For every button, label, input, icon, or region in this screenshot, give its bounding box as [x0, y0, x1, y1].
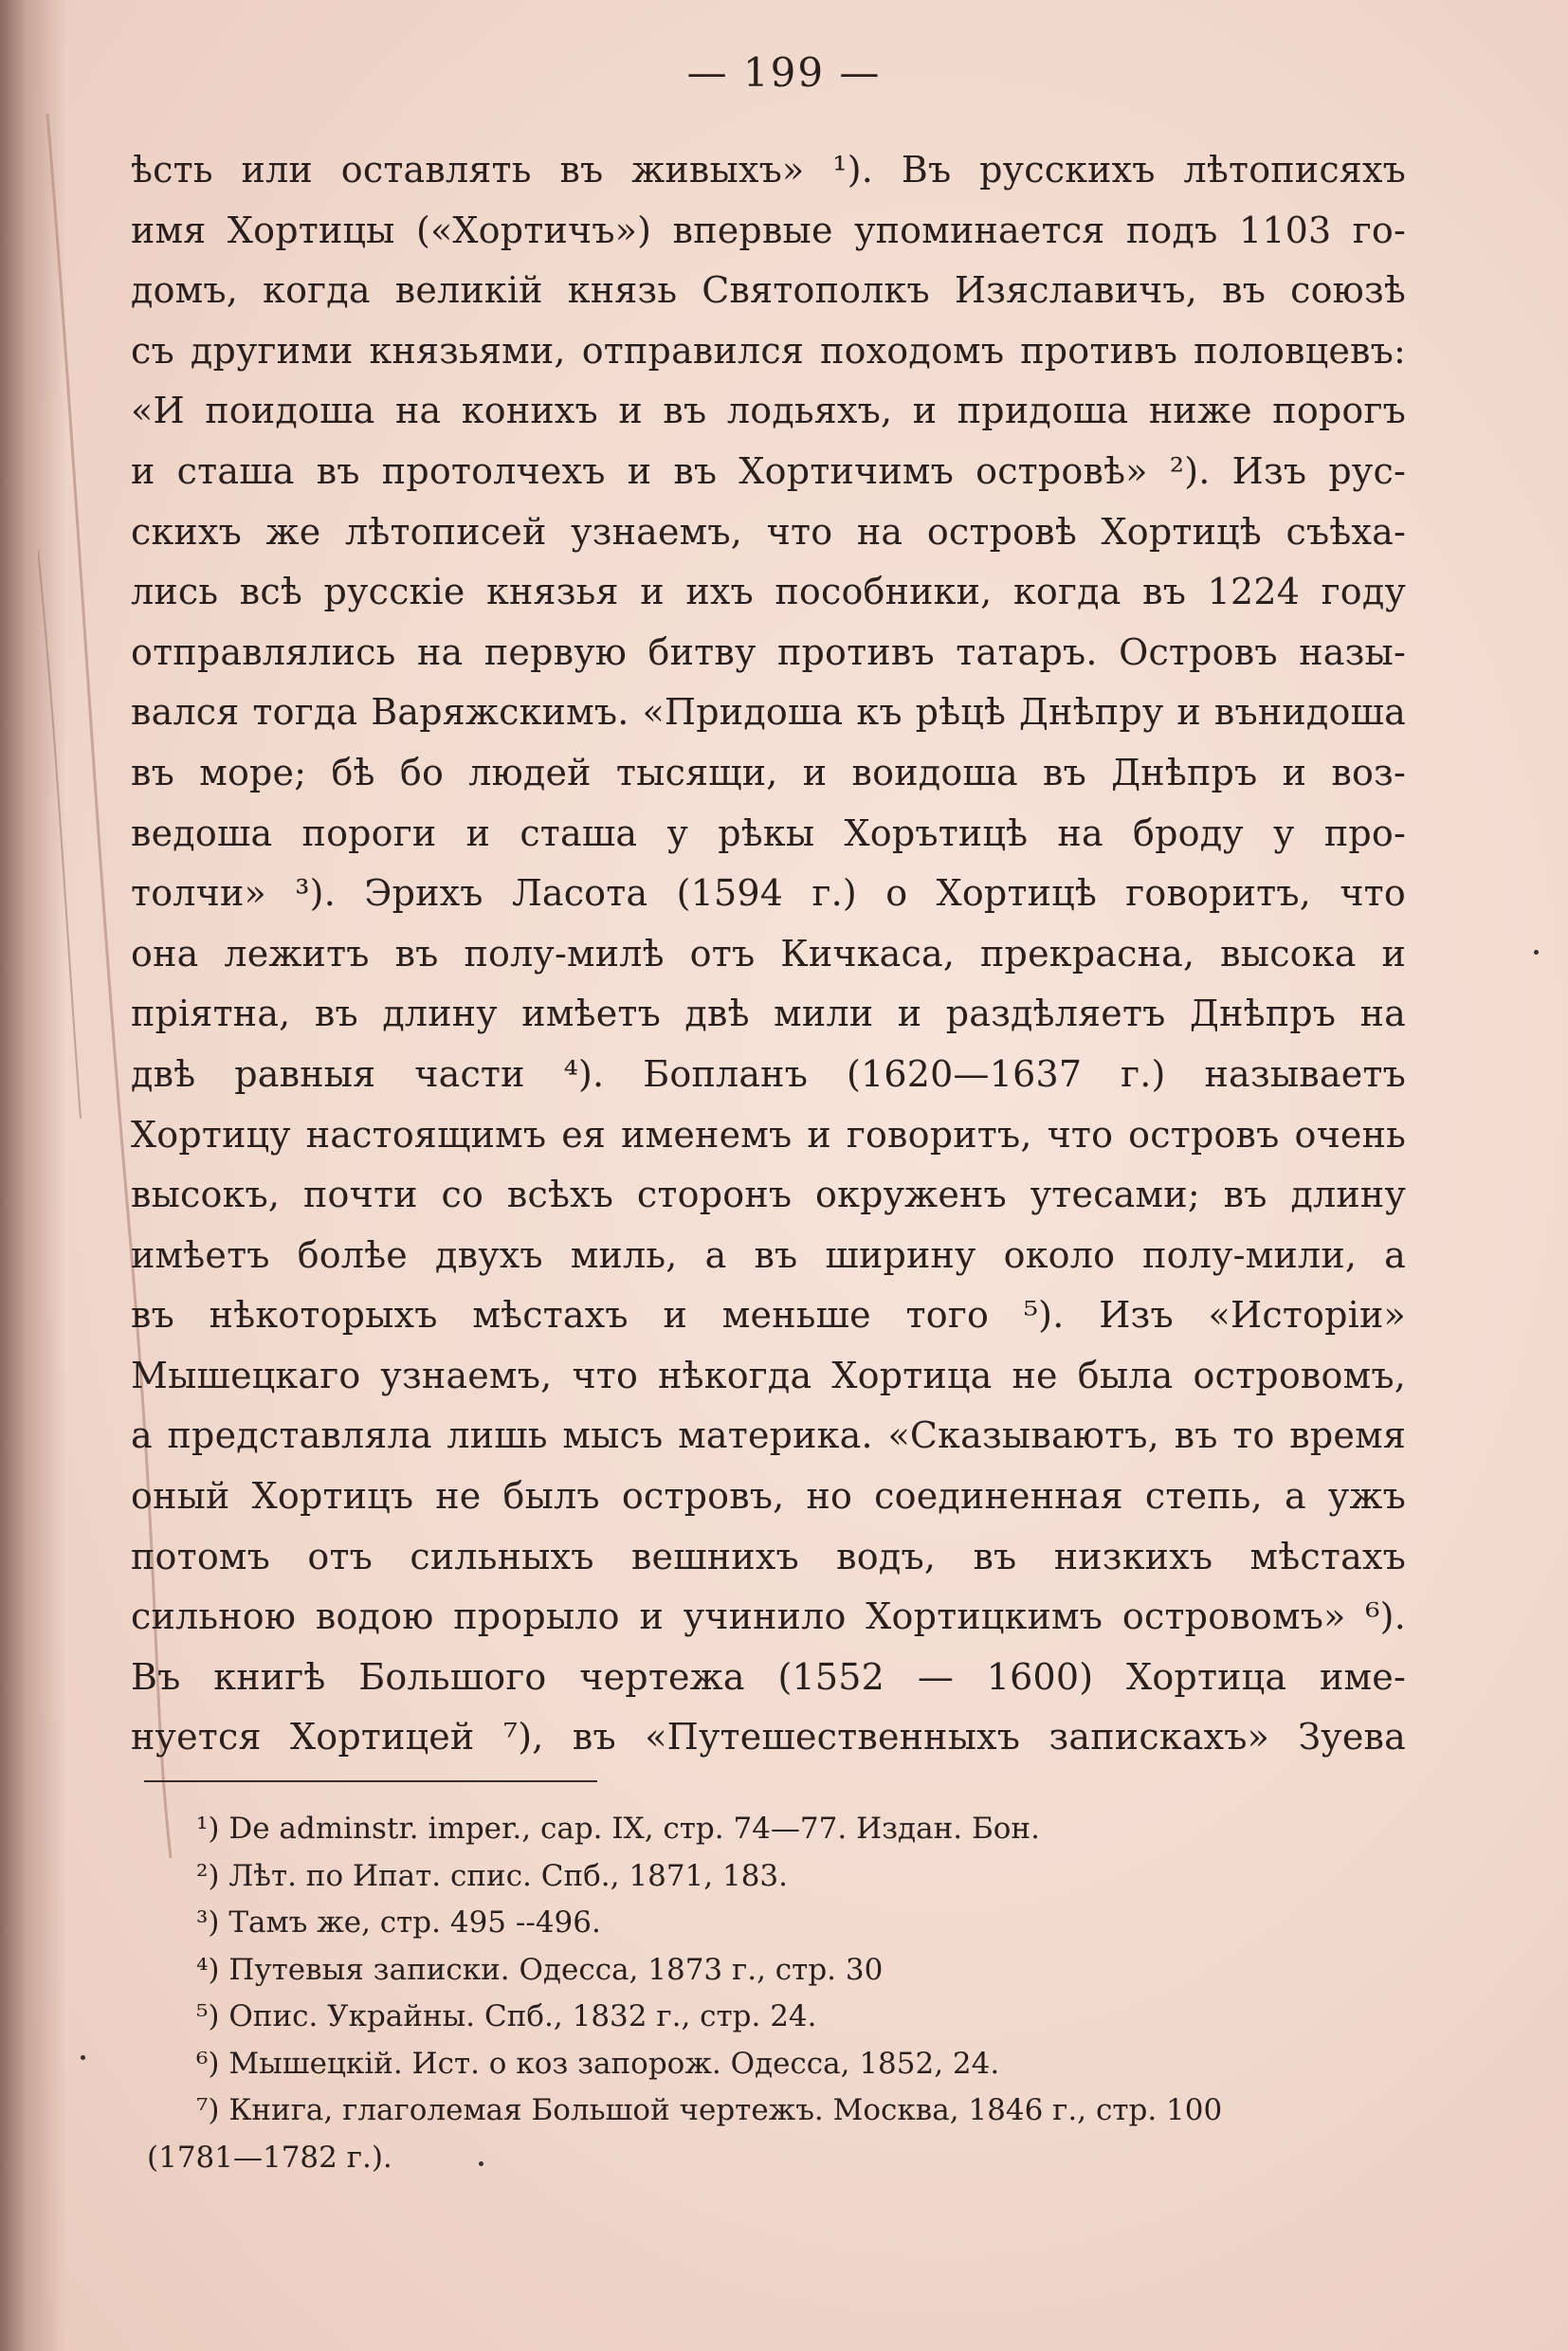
body-line: Хортицу настоящимъ ея именемъ и говоритъ, что островъ очень — [131, 1113, 1406, 1156]
footnote-5: ⁵) Опис. Украйны. Спб., 1832 г., стр. 24. — [196, 1999, 817, 2033]
body-line: домъ, когда великій князь Святополкъ Изяславичъ, въ союзѣ — [131, 269, 1406, 312]
page-number: — 199 — — [686, 49, 882, 96]
body-line: лись всѣ русскіе князья и ихъ пособники, когда въ 1224 году — [131, 571, 1406, 613]
body-line: имѣетъ болѣе двухъ миль, а въ ширину около полу-мили, а — [131, 1233, 1406, 1276]
footnote-7-continuation: (1781—1782 г.). — [147, 2140, 392, 2175]
body-line: она лежитъ въ полу-милѣ отъ Кичкаса, прекрасна, высока и — [131, 932, 1406, 975]
footnote-7: ⁷) Книга, глаголемая Большой чертежъ. Москва, 1846 г., стр. 100 — [196, 2093, 1223, 2127]
ink-speck — [479, 2161, 483, 2166]
footnote-6: ⁶) Мышецкій. Ист. о коз запорож. Одесса, 1852, 24. — [196, 2046, 1000, 2081]
body-line: потомъ отъ сильныхъ вешнихъ водъ, въ низкихъ мѣстахъ — [131, 1535, 1406, 1577]
body-line: высокъ, почти со всѣхъ сторонъ окруженъ утесами; въ длину — [131, 1174, 1406, 1216]
body-line: нуется Хортицей ⁷), въ «Путешественныхъ запискахъ» Зуева — [131, 1716, 1406, 1759]
body-line: сильною водою прорыло и учинило Хортицкимъ островомъ» ⁶). — [131, 1595, 1406, 1638]
body-line: а представляла лишь мысъ материка. «Сказываютъ, въ то время — [131, 1414, 1406, 1457]
body-line: съ другими князьями, отправился походомъ противъ половцевъ: — [131, 329, 1406, 372]
body-line: двѣ равныя части ⁴). Бопланъ (1620—1637 г.) называетъ — [131, 1052, 1406, 1095]
body-line: Мышецкаго узнаемъ, что нѣкогда Хортица не была островомъ, — [131, 1354, 1406, 1396]
body-text — [131, 140, 1406, 1768]
ink-speck — [81, 2055, 85, 2060]
body-line: Въ книгѣ Большого чертежа (1552 — 1600) Хортица име- — [131, 1655, 1406, 1698]
body-line: скихъ же лѣтописей узнаемъ, что на островѣ Хортицѣ съѣха- — [131, 510, 1406, 553]
body-line: и сташа въ протолчехъ и въ Хортичимъ островѣ» ²). Изъ рус- — [131, 449, 1406, 492]
body-line: вался тогда Варяжскимъ. «Придоша къ рѣцѣ Днѣпру и вънидоша — [131, 691, 1406, 734]
body-line: оный Хортицъ не былъ островъ, но соединенная степь, а ужъ — [131, 1475, 1406, 1518]
footnote-3: ³) Тамъ же, стр. 495 --496. — [196, 1905, 601, 1940]
body-line: отправлялись на первую битву противъ татаръ. Островъ назы- — [131, 630, 1406, 673]
footnote-2: ²) Лѣт. по Ипат. спис. Спб., 1871, 183. — [196, 1858, 788, 1893]
footnotes — [147, 1806, 1417, 2181]
body-line: ѣсть или оставлять въ живыхъ» ¹). Въ русскихъ лѣтописяхъ — [131, 149, 1406, 191]
footnote-4: ⁴) Путевыя записки. Одесса, 1873 г., стр. 30 — [196, 1952, 884, 1987]
body-line: толчи» ³). Эрихъ Ласота (1594 г.) о Хортицѣ говоритъ, что — [131, 872, 1406, 915]
footnote-divider — [144, 1780, 597, 1782]
body-line: пріятна, въ длину имѣетъ двѣ мили и раздѣляетъ Днѣпръ на — [131, 993, 1406, 1035]
body-line: ведоша пороги и сташа у рѣкы Хорътицѣ на броду у про- — [131, 811, 1406, 854]
body-line: имя Хортицы («Хортичъ») впервые упоминается подъ 1103 го- — [131, 209, 1406, 251]
body-line: «И поидоша на конихъ и въ лодьяхъ, и придоша ниже порогъ — [131, 390, 1406, 432]
footnote-1: ¹) De adminstr. imper., cap. IX, стр. 74—77. Издан. Бон. — [196, 1812, 1040, 1846]
body-line: въ нѣкоторыхъ мѣстахъ и меньше того ⁵). Изъ «Исторіи» — [131, 1294, 1406, 1337]
body-line: въ море; бѣ бо людей тысящи, и воидоша въ Днѣпръ и воз- — [131, 751, 1406, 793]
ink-speck — [1534, 950, 1539, 955]
